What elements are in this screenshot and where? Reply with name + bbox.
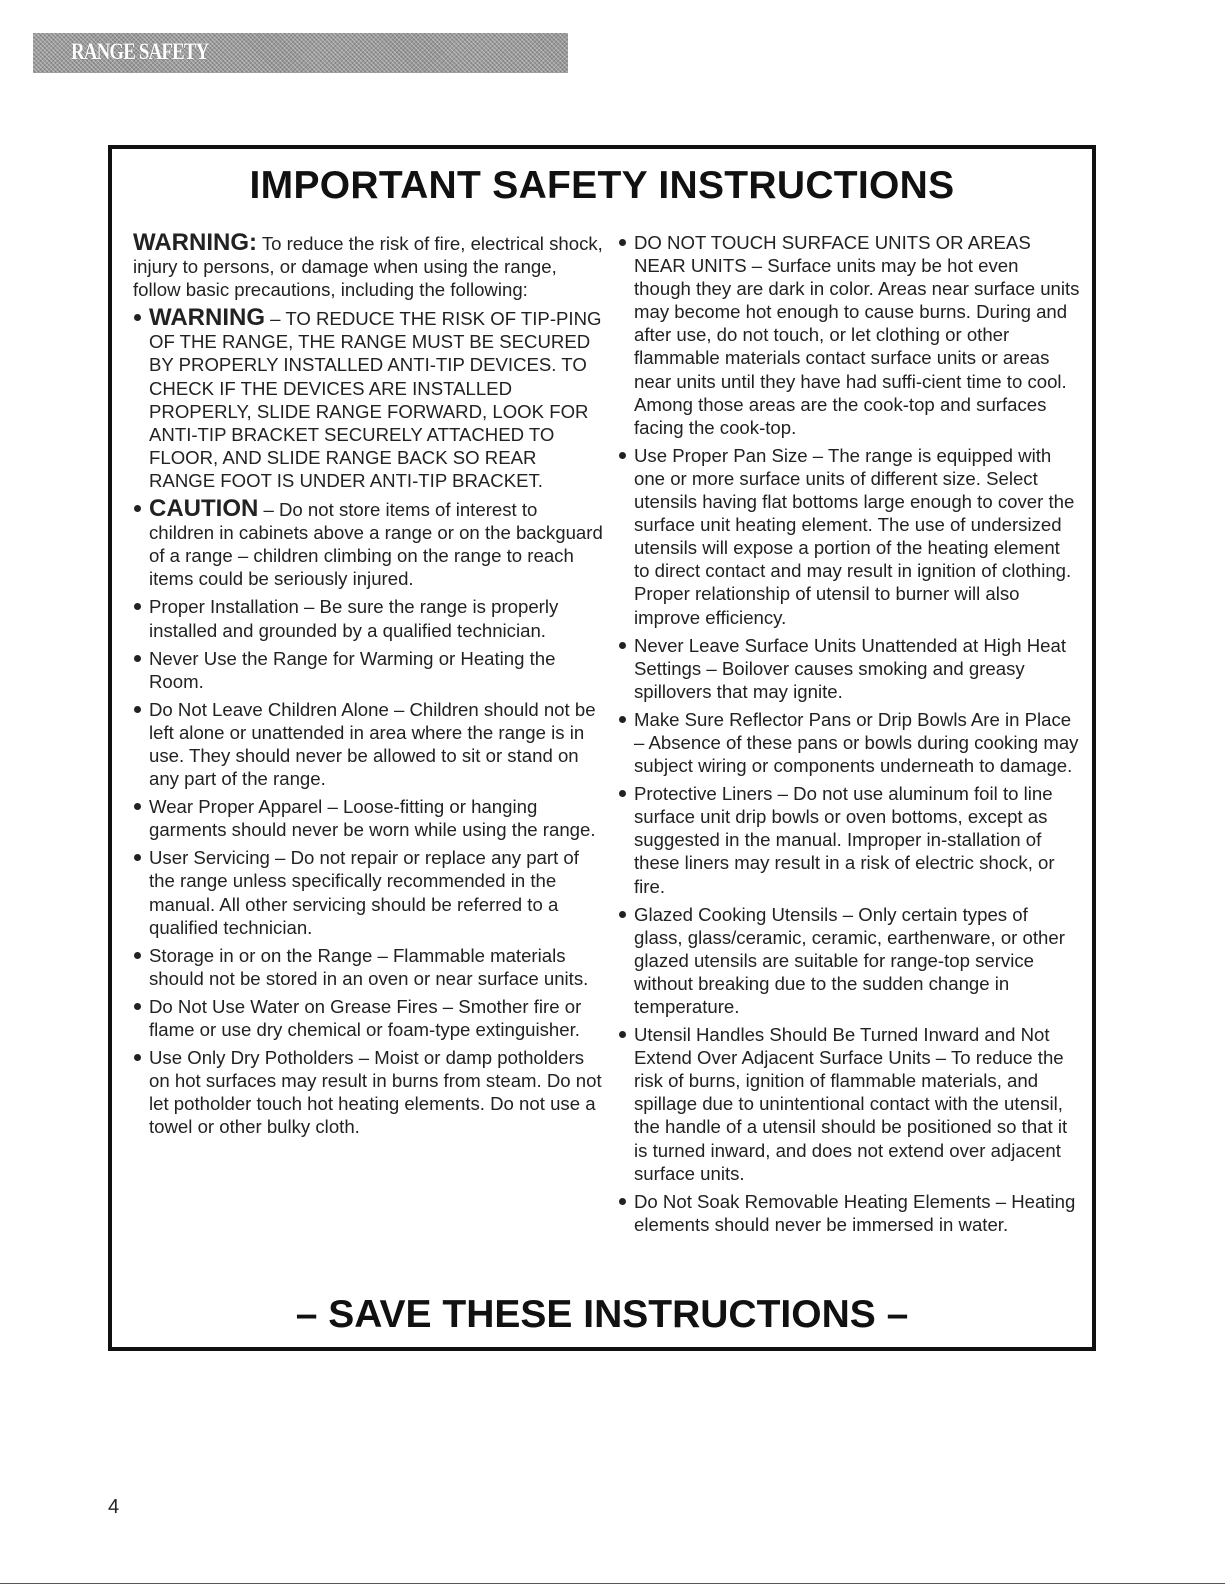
list-item: [133, 1046, 603, 1138]
list-item: DO NOT TOUCH SURFACE UNITS OR AREAS NEAR UNITS – Surface units may be hot even though they are dark in color. Areas near surface units may become hot enough to cause burns. During and after use, do not touch, or let clothing or other flammable materials contact surface units or areas near units until they have had suffi-cient time to cool. Among those areas are the cook-top and surfaces facing the cook-top.: [618, 231, 1080, 439]
list-item: [133, 944, 603, 990]
safety-instructions-box: [108, 145, 1096, 1351]
item-text: Use Only Dry Potholders – Moist or damp potholders on hot surfaces may result in burns from steam. Do not let potholder touch hot heating elements. Do not use a towel or other bulky cloth.: [149, 1047, 602, 1138]
right-column: [618, 231, 1080, 1236]
box-title: IMPORTANT SAFETY INSTRUCTIONS: [249, 164, 955, 207]
list-item: [133, 846, 603, 938]
item-text: Storage in or on the Range – Flammable materials should not be stored in an oven or near surface units.: [149, 944, 589, 989]
list-item: Do Not Soak Removable Heating Elements – Heating elements should never be immersed in water.: [618, 1190, 1080, 1236]
list-item: Use Proper Pan Size – The range is equipped with one or more surface units of different size. Select utensils having flat bottoms large enough to cover the surface unit heating element. The use of undersized utensils will expose a portion of the heating element to direct contact and may result in ignition of clothing. Proper relationship of utensil to burner will also improve efficiency.: [618, 444, 1080, 629]
list-item: [133, 795, 603, 841]
list-item: [133, 647, 603, 693]
bottom-rule: [0, 1583, 1225, 1584]
item-lead: CAUTION: [149, 495, 259, 523]
list-item: Never Leave Surface Units Unattended at High Heat Settings – Boilover causes smoking and greasy spillovers that may ignite.: [618, 634, 1080, 703]
list-item: [133, 306, 603, 492]
item-text: Wear Proper Apparel – Loose-fitting or hanging garments should never be worn while using the range.: [149, 796, 596, 841]
section-banner: [33, 33, 568, 73]
list-item: Utensil Handles Should Be Turned Inward and Not Extend Over Adjacent Surface Units – To reduce the risk of burns, ignition of flammable materials, and spillage due to unintentional contact with the utensil, the handle of a utensil should be positioned so that it is turned inward, and does not extend over adjacent surface units.: [618, 1023, 1080, 1185]
list-item: [133, 698, 603, 790]
item-text: – Do not store items of interest to children in cabinets above a range or on the backguard of a range – children climbing on the range to reach items could be seriously injured.: [149, 499, 603, 590]
left-column: [133, 231, 603, 1138]
page-number: 4: [108, 1496, 120, 1518]
item-lead: WARNING: [149, 304, 265, 332]
left-list: [133, 306, 603, 1138]
intro-text: To reduce the risk of fire, electrical shock, injury to persons, or damage when using the range, follow basic precautions, including the following:: [133, 233, 603, 301]
list-item: Protective Liners – Do not use aluminum foil to line surface unit drip bowls or oven bottoms, except as suggested in the manual. Improper in-stallation of these liners may result in a risk of electric shock, or fire.: [618, 782, 1080, 897]
box-footer: – SAVE THESE INSTRUCTIONS –: [295, 1293, 909, 1336]
item-text: User Servicing – Do not repair or replace any part of the range unless specifically recommended in the manual. All other servicing should be referred to a qualified technician.: [149, 847, 579, 938]
list-item: [133, 497, 603, 590]
item-text: Never Use the Range for Warming or Heating the Room.: [149, 647, 556, 692]
list-item: [133, 595, 603, 641]
item-text: Do Not Use Water on Grease Fires – Smother fire or flame or use dry chemical or foam-type extinguisher.: [149, 995, 582, 1040]
intro-warning: [133, 231, 603, 301]
section-label: RANGE SAFETY: [71, 39, 209, 64]
list-item: Glazed Cooking Utensils – Only certain types of glass, glass/ceramic, ceramic, earthenware, or other glazed utensils are suitable for range-top service without breaking due to the sudden change in temperature.: [618, 903, 1080, 1018]
item-text: Do Not Leave Children Alone – Children should not be left alone or unattended in area where the range is in use. They should never be allowed to sit or stand on any part of the range.: [149, 698, 596, 790]
right-list: [618, 231, 1080, 1236]
list-item: Make Sure Reflector Pans or Drip Bowls Are in Place – Absence of these pans or bowls during cooking may subject wiring or components underneath to damage.: [618, 708, 1080, 777]
item-text: – TO REDUCE THE RISK OF TIP-PING OF THE RANGE, THE RANGE MUST BE SECURED BY PROPERLY INSTALLED ANTI-TIP DEVICES. TO CHECK IF THE DEVICES ARE INSTALLED PROPERLY, SLIDE RANGE FORWARD, LOOK FOR ANTI-TIP BRACKET SECURELY ATTACHED TO FLOOR, AND SLIDE RANGE BACK SO REAR RANGE FOOT IS UNDER ANTI-TIP BRACKET.: [149, 308, 602, 491]
intro-lead: WARNING:: [133, 229, 257, 256]
list-item: [133, 995, 603, 1041]
item-text: Proper Installation – Be sure the range is properly installed and grounded by a qualified technician.: [149, 596, 559, 641]
